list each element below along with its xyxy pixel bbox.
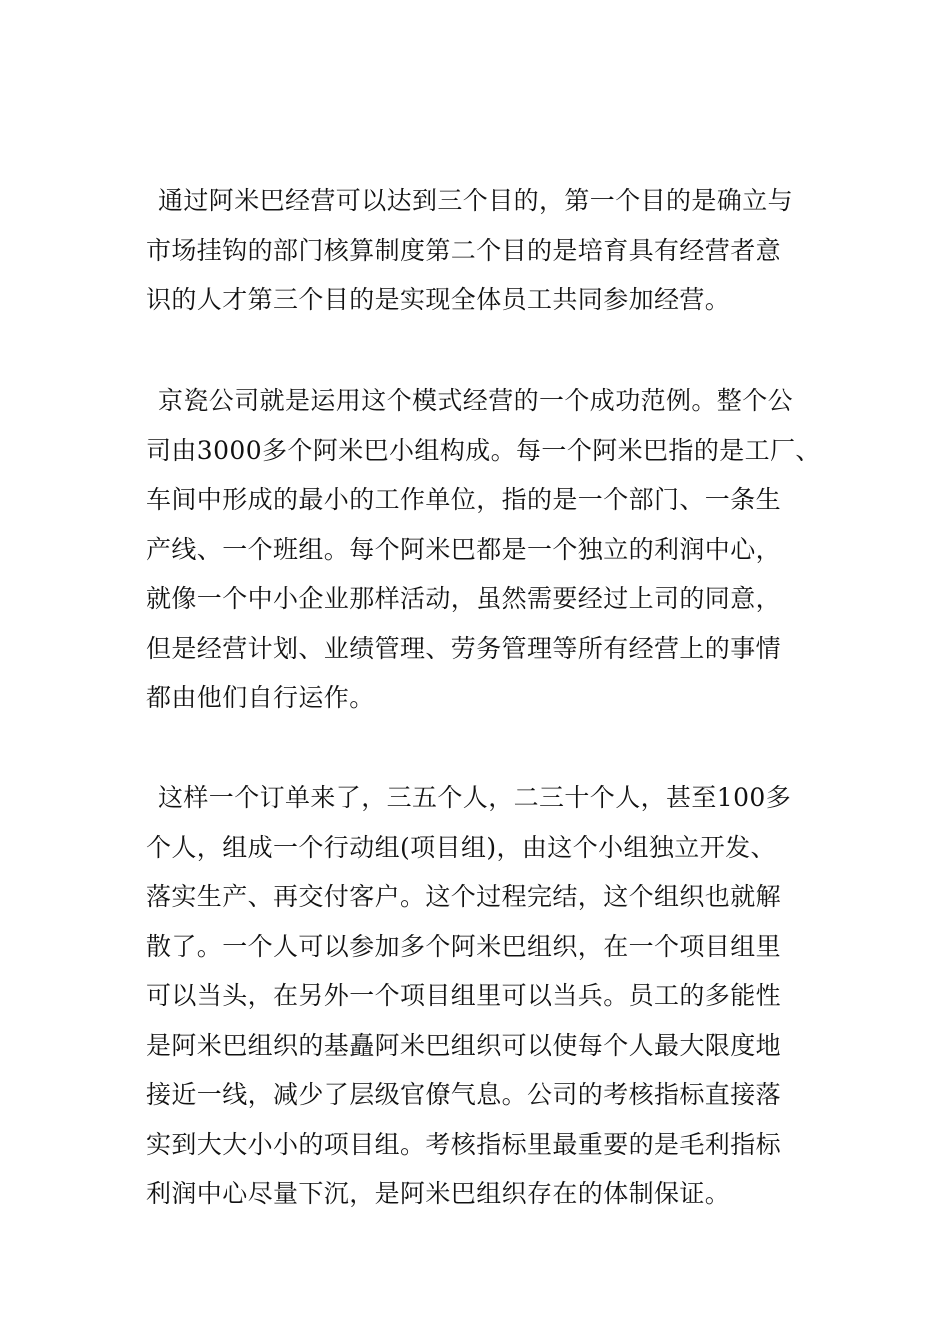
paragraph-line: 司由3000多个阿米巴小组构成。每一个阿米巴指的是工厂、	[146, 435, 821, 465]
paragraph-line: 可以当头，在另外一个项目组里可以当兵。员工的多能性	[146, 981, 782, 1010]
paragraph-line: 落实生产、再交付客户。这个过程完结，这个组织也就解	[146, 882, 782, 911]
paragraph-line: 但是经营计划、业绩管理、劳务管理等所有经营上的事情	[146, 633, 782, 663]
paragraph-line: 实到大大小小的项目组。考核指标里最重要的是毛利指标	[146, 1129, 782, 1159]
paragraph-line: 是阿米巴组织的基矗阿米巴组织可以使每个人最大限度地	[146, 1030, 782, 1060]
paragraph-line: 都由他们自行运作。	[146, 683, 375, 712]
paragraph-project-groups	[146, 773, 791, 1219]
paragraph-line: 接近一线，减少了层级官僚气息。公司的考核指标直接落	[146, 1080, 782, 1109]
paragraph-line: 就像一个中小企业那样活动，虽然需要经过上司的同意，	[146, 584, 782, 613]
paragraph-line: 个人，组成一个行动组(项目组)，由这个小组独立开发、	[146, 832, 776, 862]
paragraph-line: 车间中形成的最小的工作单位，指的是一个部门、一条生	[146, 485, 782, 514]
paragraph-line: 通过阿米巴经营可以达到三个目的，第一个目的是确立与	[158, 186, 794, 215]
paragraph-line: 京瓷公司就是运用这个模式经营的一个成功范例。整个公	[158, 386, 794, 415]
paragraph-line: 市场挂钩的部门核算制度第二个目的是培育具有经营者意	[146, 235, 782, 265]
paragraph-kyocera-example	[146, 376, 821, 723]
paragraph-amoeba-goals	[146, 176, 793, 325]
paragraph-line: 识的人才第三个目的是实现全体员工共同参加经营。	[146, 285, 731, 314]
paragraph-line: 这样一个订单来了，三五个人，二三十个人，甚至100多	[158, 783, 792, 812]
paragraph-line: 散了。一个人可以参加多个阿米巴组织，在一个项目组里	[146, 931, 782, 961]
paragraph-line: 产线、一个班组。每个阿米巴都是一个独立的利润中心，	[146, 534, 782, 564]
paragraph-line: 利润中心尽量下沉，是阿米巴组织存在的体制保证。	[146, 1179, 731, 1208]
